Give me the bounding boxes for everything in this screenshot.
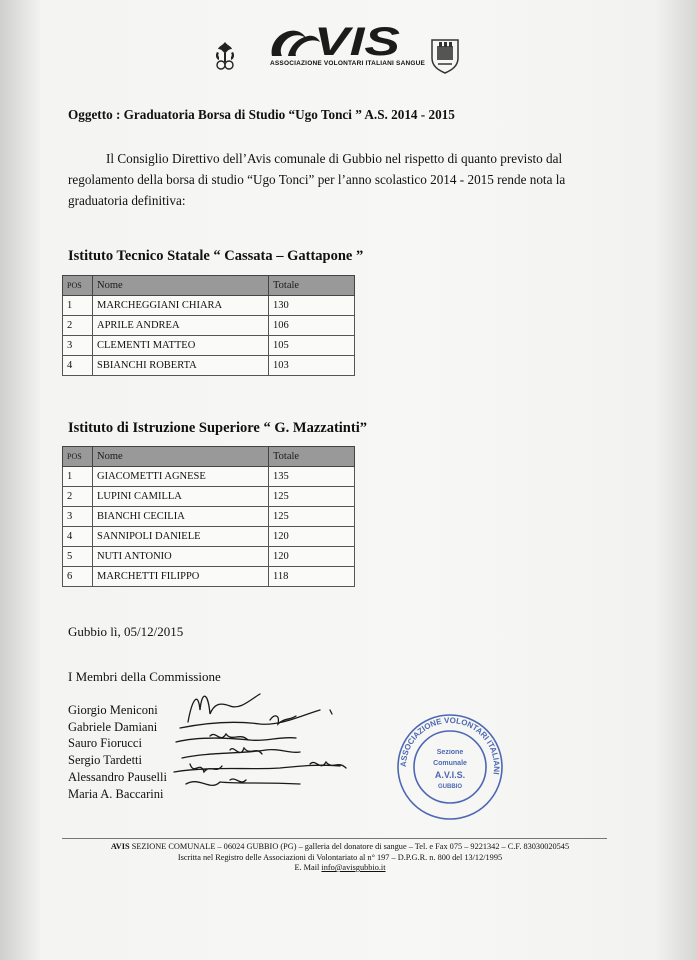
cell-total: 106 [269,316,355,336]
cell-name: GIACOMETTI AGNESE [93,467,269,487]
intro-line: graduatoria definitiva: [68,193,186,208]
svg-text:ASSOCIAZIONE VOLONTARI ITALIAN: ASSOCIAZIONE VOLONTARI ITALIANI [398,715,502,776]
svg-text:GUBBIO: GUBBIO [438,784,462,790]
cell-total: 125 [269,507,355,527]
intro-line: regolamento della borsa di studio “Ugo Tonci” per l’anno scolastico 2014 - 2015 rende nota la [68,172,566,187]
cell-pos: 4 [63,356,93,376]
cell-pos: 5 [63,547,93,567]
svg-text:A.V.I.S.: A.V.I.S. [434,770,466,780]
cell-name: MARCHEGGIANI CHIARA [93,296,269,316]
cell-name: SANNIPOLI DANIELE [93,527,269,547]
svg-text:Comunale: Comunale [433,760,467,767]
table-row [63,356,355,376]
cell-pos: 1 [63,296,93,316]
avis-seal-stamp [395,712,505,822]
subject-line: Oggetto : Graduatoria Borsa di Studio “Ugo Tonci ” A.S. 2014 - 2015 [68,107,455,122]
cell-name: MARCHETTI FILIPPO [93,567,269,587]
section-title-mazzatinti: Istituto di Istruzione Superiore “ G. Mazzatinti” [68,420,367,436]
cell-name: LUPINI CAMILLA [93,487,269,507]
cell-total: 118 [269,567,355,587]
cell-name: NUTI ANTONIO [93,547,269,567]
cell-name: SBIANCHI ROBERTA [93,356,269,376]
table-row [63,547,355,567]
cell-pos: 1 [63,467,93,487]
avis-logo [268,18,402,58]
cell-pos: 2 [63,487,93,507]
footer-brand: AVIS [110,842,130,851]
column-header-pos: POS [63,447,93,467]
table-header-row [63,447,355,467]
footer [60,842,620,874]
table-header-row [63,276,355,296]
commission-members [68,702,167,802]
member-name: Gabriele Damiani [68,719,158,734]
intro-paragraph [68,148,588,211]
cell-name: APRILE ANDREA [93,316,269,336]
cell-pos: 4 [63,527,93,547]
member-name: Sauro Fiorucci [68,736,142,751]
column-header-name: Nome [93,276,269,296]
cell-total: 120 [269,527,355,547]
svg-text:Sezione: Sezione [436,749,464,756]
ranking-table-cassata [62,275,355,376]
cell-total: 135 [269,467,355,487]
cell-pos: 6 [63,567,93,587]
cell-total: 103 [269,356,355,376]
member-name: Sergio Tardetti [68,753,142,768]
municipal-emblem-icon [209,40,241,72]
cell-pos: 2 [63,316,93,336]
column-header-pos: POS [63,276,93,296]
handwritten-signatures [170,680,380,800]
cell-total: 105 [269,336,355,356]
cell-pos: 3 [63,336,93,356]
table-row [63,487,355,507]
column-header-name: Nome [93,447,269,467]
member-name: Alessandro Pauselli [68,769,167,784]
cell-name: CLEMENTI MATTEO [93,336,269,356]
svg-text:VIS: VIS [314,20,401,58]
footer-email-link[interactable]: info@avisgubbio.it [321,863,386,872]
member-name: Giorgio Meniconi [68,703,158,717]
column-header-total: Totale [269,276,355,296]
table-row [63,527,355,547]
cell-pos: 3 [63,507,93,527]
table-row [63,296,355,316]
footer-divider [62,838,607,839]
table-row [63,467,355,487]
header-tagline: ASSOCIAZIONE VOLONTARI ITALIANI SANGUE [270,60,426,67]
cell-total: 130 [269,296,355,316]
table-row [63,336,355,356]
footer-registry: Iscritta nel Registro delle Associazioni di Volontariato al n° 197 – D.P.G.R. n. 800 del 13/12/1995 [177,852,503,862]
intro-line: Il Consiglio Direttivo dell’Avis comunale di Gubbio nel rispetto di quanto previsto dal [106,151,563,166]
column-header-total: Totale [269,447,355,467]
table-row [63,567,355,587]
section-title-cassata: Istituto Tecnico Statale “ Cassata – Gattapone ” [68,248,364,264]
document-date: Gubbio lì, 05/12/2015 [68,624,184,639]
city-crest-icon [428,34,462,74]
ranking-table-mazzatinti [62,446,355,587]
table-row [63,507,355,527]
cell-total: 125 [269,487,355,507]
table-row [63,316,355,336]
cell-name: BIANCHI CECILIA [93,507,269,527]
member-name: Maria A. Baccarini [68,786,164,801]
footer-address: SEZIONE COMUNALE – 06024 GUBBIO (PG) – galleria del donatore di sangue – Tel. e Fax 075 – 9221342 – C.F. 83030020545 [131,842,570,851]
commission-title: I Membri della Commissione [68,669,221,684]
cell-total: 120 [269,547,355,567]
footer-email-label: E. Mail [294,863,320,872]
